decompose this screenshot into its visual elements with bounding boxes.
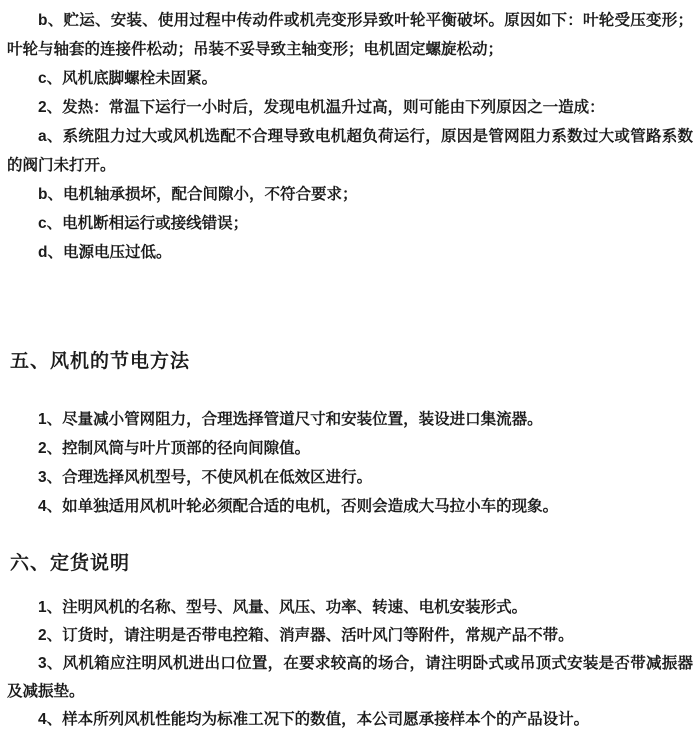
paragraph-cause-d-voltage: d、电源电压过低。 [38, 244, 172, 261]
ordering-item-2: 2、订货时，请注明是否带电控箱、消声器、活叶风门等附件，常规产品不带。 [38, 627, 574, 644]
paragraph-cause-a-system-resistance: a、系统阻力过大或风机选配不合理导致电机超负荷运行，原因是管网阻力系数过大或管路系数的阀门未打开。 [7, 128, 693, 174]
paragraph-foot-bolt: c、风机底脚螺栓未固紧。 [38, 70, 218, 87]
paragraph-overheating-intro: 2、发热：常温下运行一小时后，发现电机温升过高，则可能由下列原因之一造成： [38, 99, 605, 116]
ordering-item-3: 3、风机箱应注明风机进出口位置，在要求较高的场合，请注明卧式或吊顶式安装是否带减振器及减振垫。 [7, 655, 693, 700]
paragraph-impeller-balance-causes: b、贮运、安装、使用过程中传动件或机壳变形异致叶轮平衡破坏。原因如下：叶轮受压变形；叶轮与轴套的连接件松动；吊装不妥导致主轴变形；电机固定螺旋松动； [7, 12, 693, 58]
ordering-items [7, 594, 693, 734]
power-saving-item-2: 2、控制风筒与叶片顶部的径向间隙值。 [38, 440, 311, 457]
paragraph-cause-c-wiring: c、电机断相运行或接线错误； [38, 215, 249, 232]
power-saving-item-3: 3、合理选择风机型号，不使风机在低效区进行。 [38, 469, 373, 486]
power-saving-item-4: 4、如单独适用风机叶轮必须配合适的电机，否则会造成大马拉小车的现象。 [38, 498, 559, 515]
intro-paragraphs [7, 6, 693, 267]
section-heading-ordering: 六、定货说明 [10, 553, 131, 574]
ordering-item-1: 1、注明风机的名称、型号、风量、风压、功率、转速、电机安装形式。 [38, 599, 528, 616]
power-saving-item-1: 1、尽量减小管网阻力，合理选择管道尺寸和安装位置，装设进口集流器。 [38, 411, 543, 428]
ordering-item-4: 4、样本所列风机性能均为标准工况下的数值，本公司愿承接样本个的产品设计。 [38, 711, 590, 728]
power-saving-items [7, 405, 693, 521]
paragraph-cause-b-bearing: b、电机轴承损坏，配合间隙小，不符合要求； [38, 186, 358, 203]
section-heading-power-saving: 五、风机的节电方法 [10, 351, 191, 372]
